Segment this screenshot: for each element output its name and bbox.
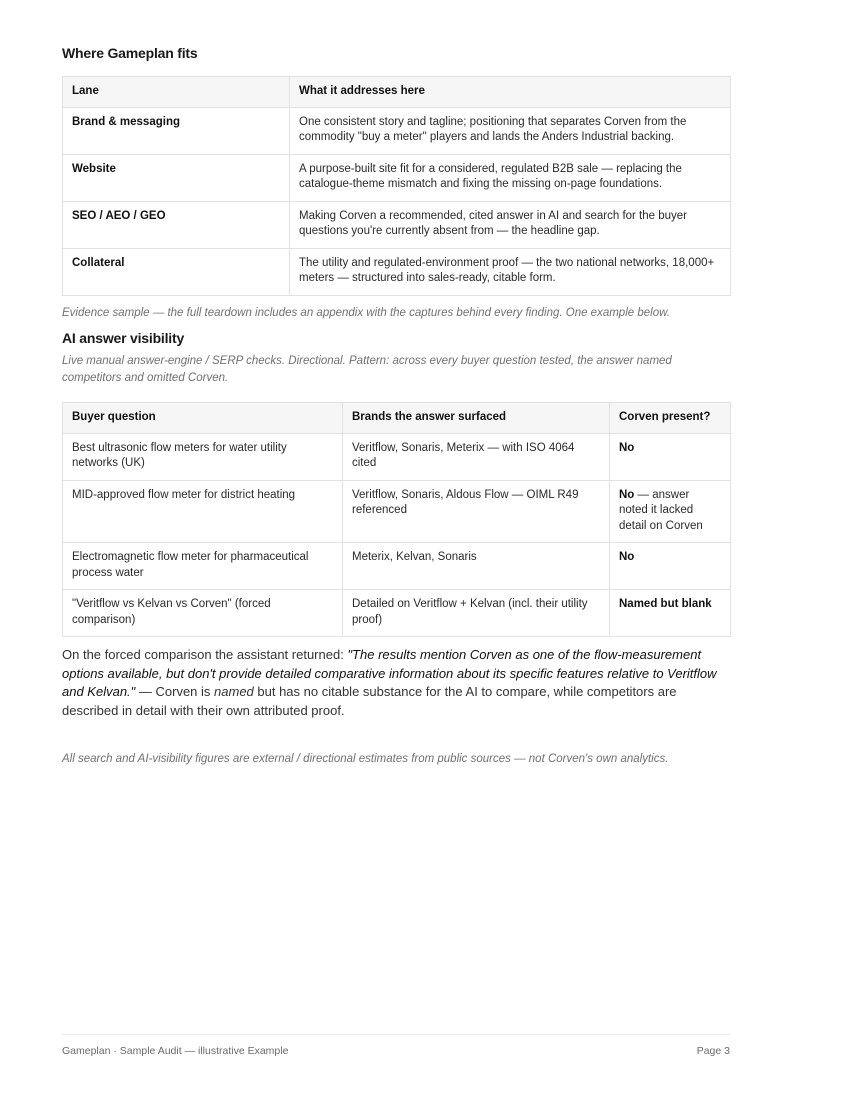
addresses-cell: The utility and regulated-environment proof — the two national networks, 18,000+ meters — structured into sales-ready, citable form. <box>290 248 731 295</box>
addresses-cell: Making Corven a recommended, cited answer in AI and search for the buyer questions you're currently absent from — the headline gap. <box>290 201 731 248</box>
question-cell: Best ultrasonic flow meters for water utility networks (UK) <box>63 433 343 480</box>
question-cell: Electromagnetic flow meter for pharmaceutical process water <box>63 543 343 590</box>
table-row <box>63 248 731 295</box>
brands-cell: Meterix, Kelvan, Sonaris <box>343 543 610 590</box>
brands-cell: Detailed on Veritflow + Kelvan (incl. their utility proof) <box>343 590 610 637</box>
present-cell <box>610 433 731 480</box>
column-header-brands: Brands the answer surfaced <box>343 403 610 434</box>
table-row <box>63 433 731 480</box>
disclaimer-note: All search and AI-visibility figures are external / directional estimates from public sources — not Corven's own analytics. <box>62 753 669 765</box>
section-heading-fits: Where Gameplan fits <box>62 45 198 61</box>
column-header-question: Buyer question <box>63 403 343 434</box>
question-cell: "Veritflow vs Kelvan vs Corven" (forced comparison) <box>63 590 343 637</box>
present-cell <box>610 590 731 637</box>
page-footer <box>62 1034 730 1057</box>
column-header-lane: Lane <box>63 77 290 108</box>
paragraph-tail: but has no citable substance for the AI to compare, while competitors are described in detail with their own attributed proof. <box>62 684 677 719</box>
lane-cell: Brand & messaging <box>63 107 290 154</box>
present-value: No <box>619 551 635 563</box>
table-header-row <box>63 77 731 108</box>
ai-intro-note: Live manual answer-engine / SERP checks. Directional. Pattern: across every buyer question tested, the answer named competitors and omitted Corven. <box>62 355 672 384</box>
paragraph-lead: On the forced comparison the assistant returned: <box>62 647 348 662</box>
lane-cell: SEO / AEO / GEO <box>63 201 290 248</box>
table-row <box>63 543 731 590</box>
present-value: Named but blank <box>619 598 712 610</box>
present-cell <box>610 480 731 543</box>
table-header-row <box>63 403 731 434</box>
table-row <box>63 154 731 201</box>
forced-comparison-paragraph <box>62 646 730 721</box>
addresses-cell: A purpose-built site fit for a considered, regulated B2B sale — replacing the catalogue-theme mismatch and fixing the missing on-page foundations. <box>290 154 731 201</box>
brands-cell: Veritflow, Sonaris, Aldous Flow — OIML R49 referenced <box>343 480 610 543</box>
evidence-note: Evidence sample — the full teardown includes an appendix with the captures behind every finding. One example below. <box>62 307 670 319</box>
present-value: No <box>619 441 635 454</box>
column-header-present: Corven present? <box>610 403 731 434</box>
table-row <box>63 107 731 154</box>
addresses-cell: One consistent story and tagline; positioning that separates Corven from the commodity "buy a meter" players and lands the Anders Industrial backing. <box>290 107 731 154</box>
section-heading-ai-visibility: AI answer visibility <box>62 330 185 346</box>
table-row <box>63 201 731 248</box>
page-number: Page 3 <box>696 1045 730 1057</box>
present-note: — answer noted it lacked detail on Corven <box>619 488 703 532</box>
fits-table <box>62 76 731 296</box>
lane-cell: Collateral <box>63 248 290 295</box>
table-row <box>63 480 731 543</box>
present-value: No <box>619 488 635 501</box>
ai-visibility-table <box>62 402 731 637</box>
question-cell: MID-approved flow meter for district heating <box>63 480 343 543</box>
present-cell <box>610 543 731 590</box>
assistant-quote: "The results mention Corven as one of the flow-measurement options available, but don't provide detailed comparative information about its specific features relative to Veritflow and Kelvan." <box>62 647 717 700</box>
footer-left-text: Gameplan · Sample Audit — illustrative Example <box>62 1045 289 1057</box>
brands-cell: Veritflow, Sonaris, Meterix — with ISO 4064 cited <box>343 433 610 480</box>
paragraph-emphasis: named <box>214 684 254 700</box>
lane-cell: Website <box>63 154 290 201</box>
column-header-addresses: What it addresses here <box>290 77 731 108</box>
table-row <box>63 590 731 637</box>
paragraph-mid: — Corven is <box>135 684 215 700</box>
